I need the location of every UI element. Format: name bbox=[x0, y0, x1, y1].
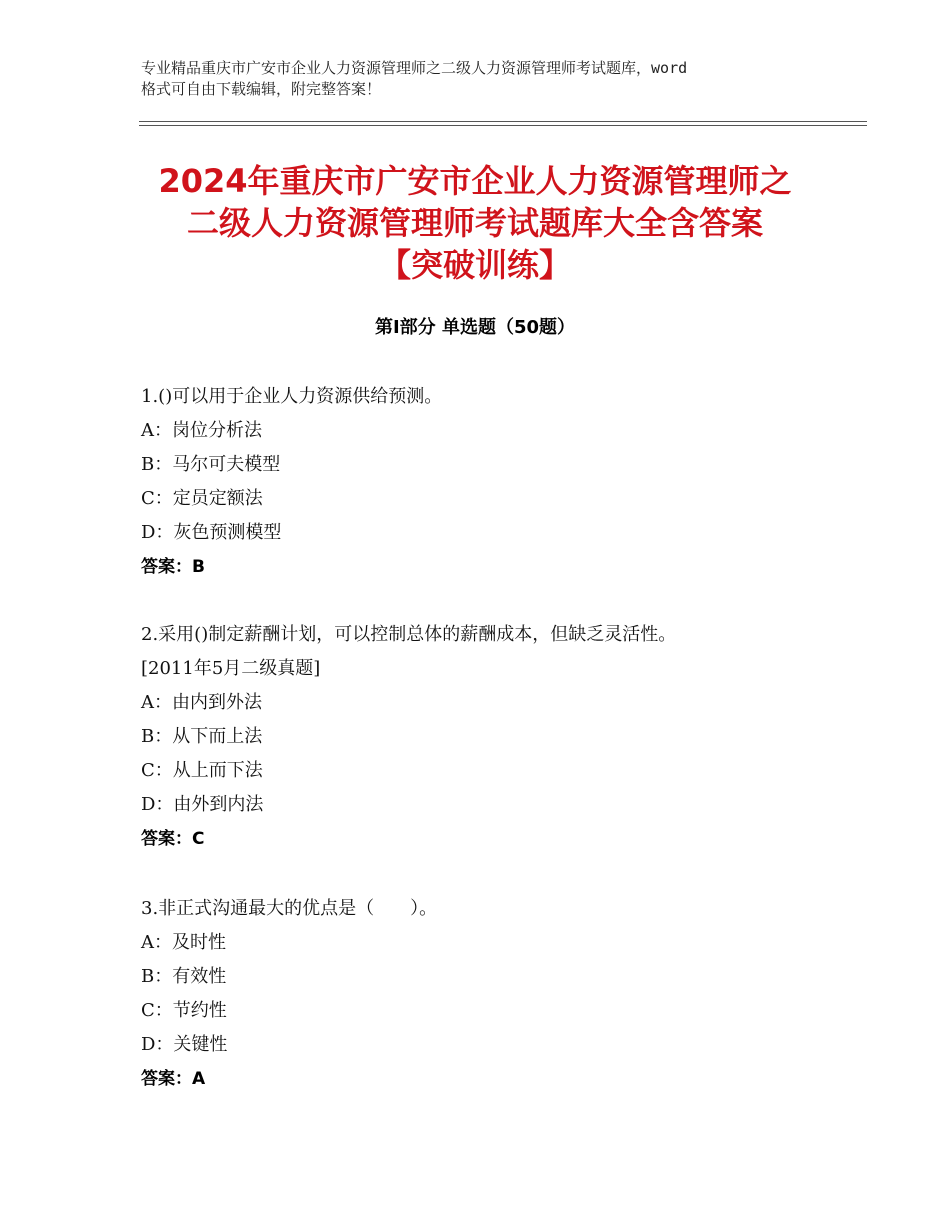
question-source: [2011年5月二级真题] bbox=[141, 658, 321, 679]
option-b: B：马尔可夫模型 bbox=[141, 454, 281, 475]
question-stem: 2.采用()制定薪酬计划，可以控制总体的薪酬成本，但缺乏灵活性。 bbox=[141, 624, 677, 645]
title-line-3: 【突破训练】 bbox=[378, 246, 571, 284]
option-c: C：从上而下法 bbox=[141, 760, 263, 781]
header-note-line-2: 格式可自由下载编辑，附完整答案！ bbox=[141, 80, 382, 98]
option-a: A：及时性 bbox=[141, 932, 226, 953]
header-note-line-1: 专业精品重庆市广安市企业人力资源管理师之二级人力资源管理师考试题库，word bbox=[141, 59, 688, 77]
header-divider bbox=[139, 121, 867, 126]
question-1 bbox=[141, 380, 841, 584]
answer-line: 答案：B bbox=[141, 557, 205, 577]
question-stem: 1.()可以用于企业人力资源供给预测。 bbox=[141, 386, 443, 407]
option-a: A：由内到外法 bbox=[141, 692, 262, 713]
question-2 bbox=[141, 618, 841, 856]
option-c: C：节约性 bbox=[141, 1000, 227, 1021]
answer-line: 答案：A bbox=[141, 1069, 206, 1089]
option-d: D：由外到内法 bbox=[141, 794, 264, 815]
document-title bbox=[100, 160, 850, 286]
title-line-1: 2024年重庆市广安市企业人力资源管理师之 bbox=[158, 162, 792, 200]
option-b: B：有效性 bbox=[141, 966, 227, 987]
question-stem: 3.非正式沟通最大的优点是（ ）。 bbox=[141, 898, 438, 919]
question-3 bbox=[141, 892, 841, 1096]
option-b: B：从下而上法 bbox=[141, 726, 263, 747]
option-a: A：岗位分析法 bbox=[141, 420, 262, 441]
option-d: D：关键性 bbox=[141, 1034, 228, 1055]
option-d: D：灰色预测模型 bbox=[141, 522, 282, 543]
answer-line: 答案：C bbox=[141, 829, 205, 849]
title-line-2: 二级人力资源管理师考试题库大全含答案 bbox=[186, 204, 763, 242]
option-c: C：定员定额法 bbox=[141, 488, 263, 509]
header-note bbox=[141, 58, 821, 100]
section-heading: 第Ⅰ部分 单选题（50题） bbox=[374, 317, 575, 338]
